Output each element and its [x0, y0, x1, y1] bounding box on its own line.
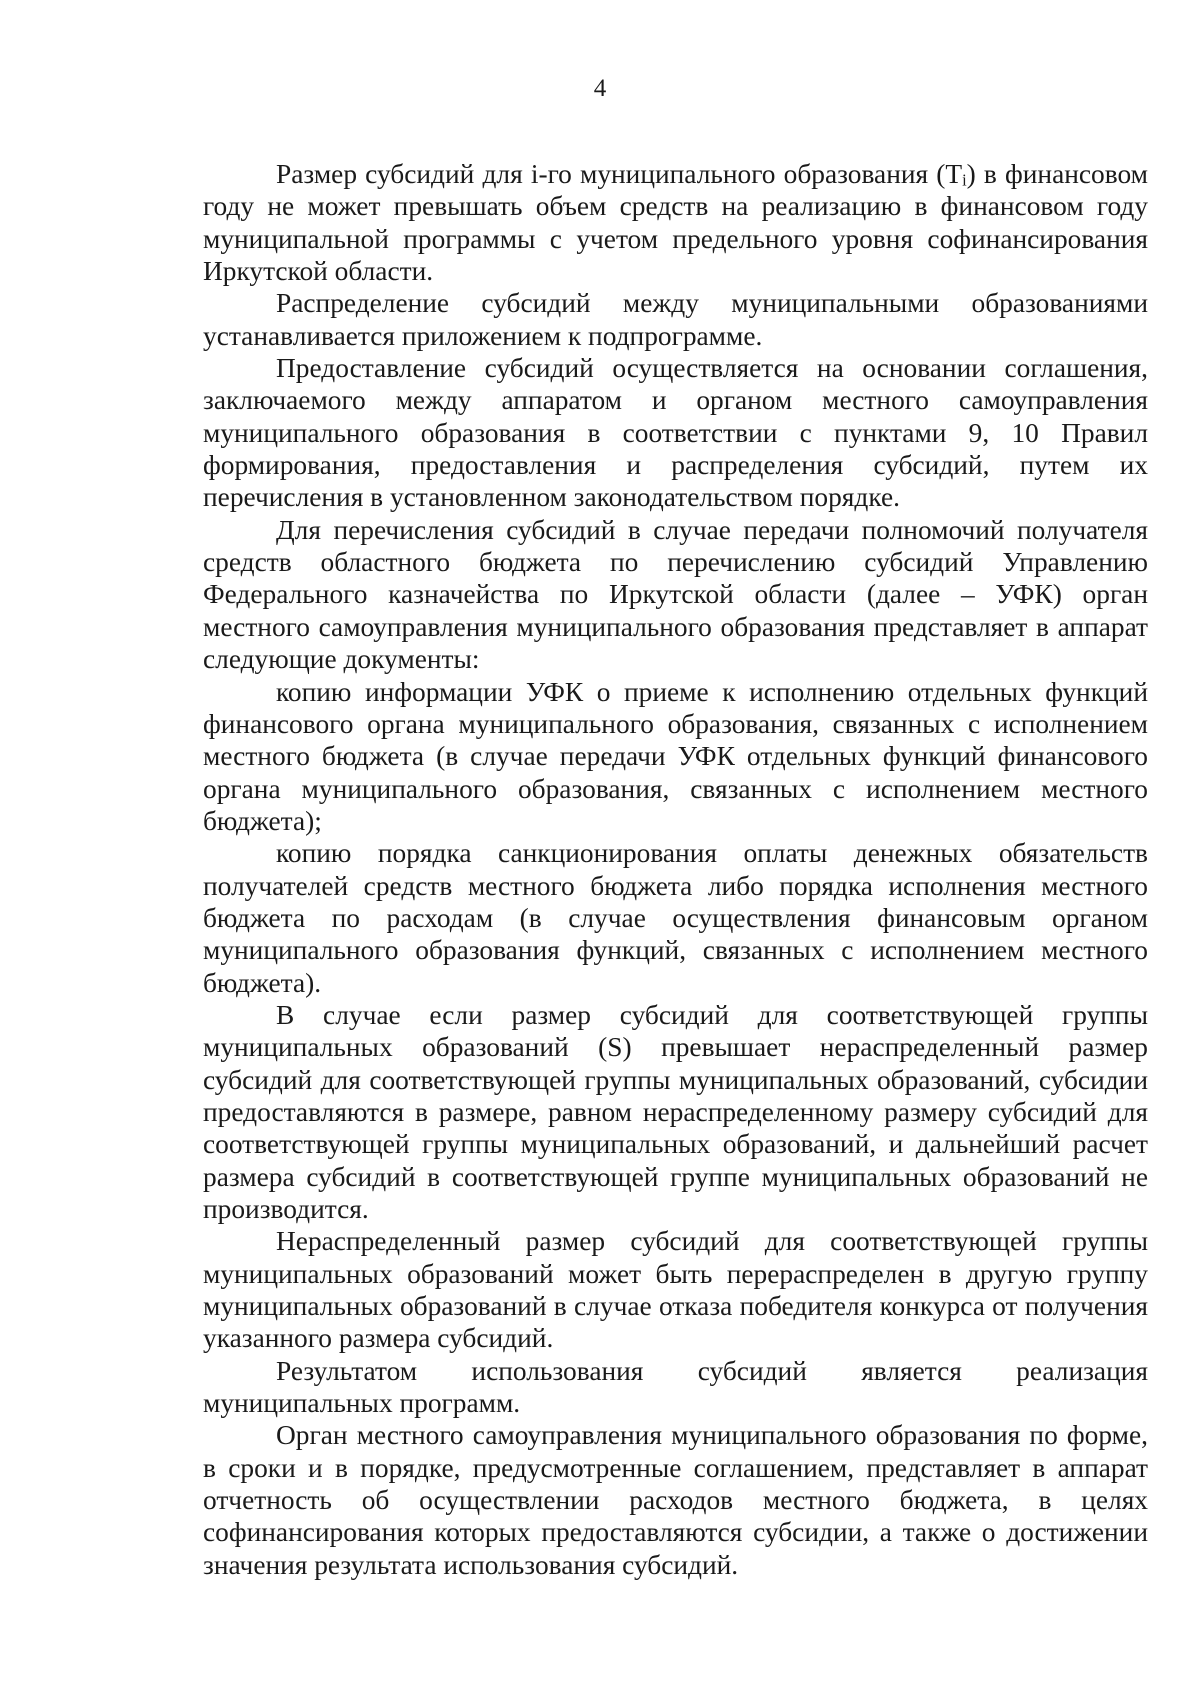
paragraph-redistribution: Нераспределенный размер субсидий для соответствующей группы муниципальных образований может быть перераспределен в другую группу муниципальных образований в случае отказа победителя конкурса от получения указанного размера субсидий.	[203, 1226, 1148, 1354]
page-number: 4	[593, 75, 607, 102]
paragraph-result: Результатом использования субсидий является реализация муниципальных программ.	[203, 1355, 1148, 1419]
document-body	[203, 158, 1148, 1581]
paragraph-group-excess: В случае если размер субсидий для соответствующей группы муниципальных образований (S) превышает нераспределенный размер субсидий для соответствующей группы муниципальных образований, субсидии предоставляются в размере, равном нераспределенному размеру субсидий для соответствующей группы муниципальных образований, и дальнейший расчет размера субсидий в соответствующей группе муниципальных образований не производится.	[203, 999, 1148, 1224]
paragraph-document-item-1: копию информации УФК о приеме к исполнению отдельных функций финансового органа муниципального образования, связанных с исполнением местного бюджета (в случае передачи УФК отдельных функций финансового органа муниципального образования, связанных с исполнением местного бюджета);	[203, 676, 1148, 836]
paragraph-subsidy-size: Размер субсидий для i-го муниципального образования (Tᵢ) в финансовом году не может превышать объем средств на реализацию в финансовом году муниципальной программы с учетом предельного уровня софинансирования Иркутской области.	[203, 159, 1148, 287]
paragraph-reporting: Орган местного самоуправления муниципального образования по форме, в сроки и в порядке, предусмотренные соглашением, представляет в аппарат отчетность об осуществлении расходов местного бюджета, в целях софинансирования которых предоставляются субсидии, а также о достижении значения результата использования субсидий.	[203, 1420, 1148, 1580]
paragraph-agreement: Предоставление субсидий осуществляется на основании соглашения, заключаемого между аппаратом и органом местного самоуправления муниципального образования в соответствии с пунктами 9, 10 Правил формирования, предоставления и распределения субсидий, путем их перечисления в установленном законодательством порядке.	[203, 353, 1148, 513]
paragraph-document-item-2: копию порядка санкционирования оплаты денежных обязательств получателей средств местного бюджета либо порядка исполнения местного бюджета по расходам (в случае осуществления финансовым органом муниципального образования функций, связанных с исполнением местного бюджета).	[203, 838, 1148, 998]
paragraph-distribution: Распределение субсидий между муниципальными образованиями устанавливается приложением к подпрограмме.	[203, 288, 1148, 351]
paragraph-documents-intro: Для перечисления субсидий в случае передачи полномочий получателя средств областного бюджета по перечислению субсидий Управлению Федерального казначейства по Иркутской области (далее – УФК) орган местного самоуправления муниципального образования представляет в аппарат следующие документы:	[203, 514, 1148, 675]
